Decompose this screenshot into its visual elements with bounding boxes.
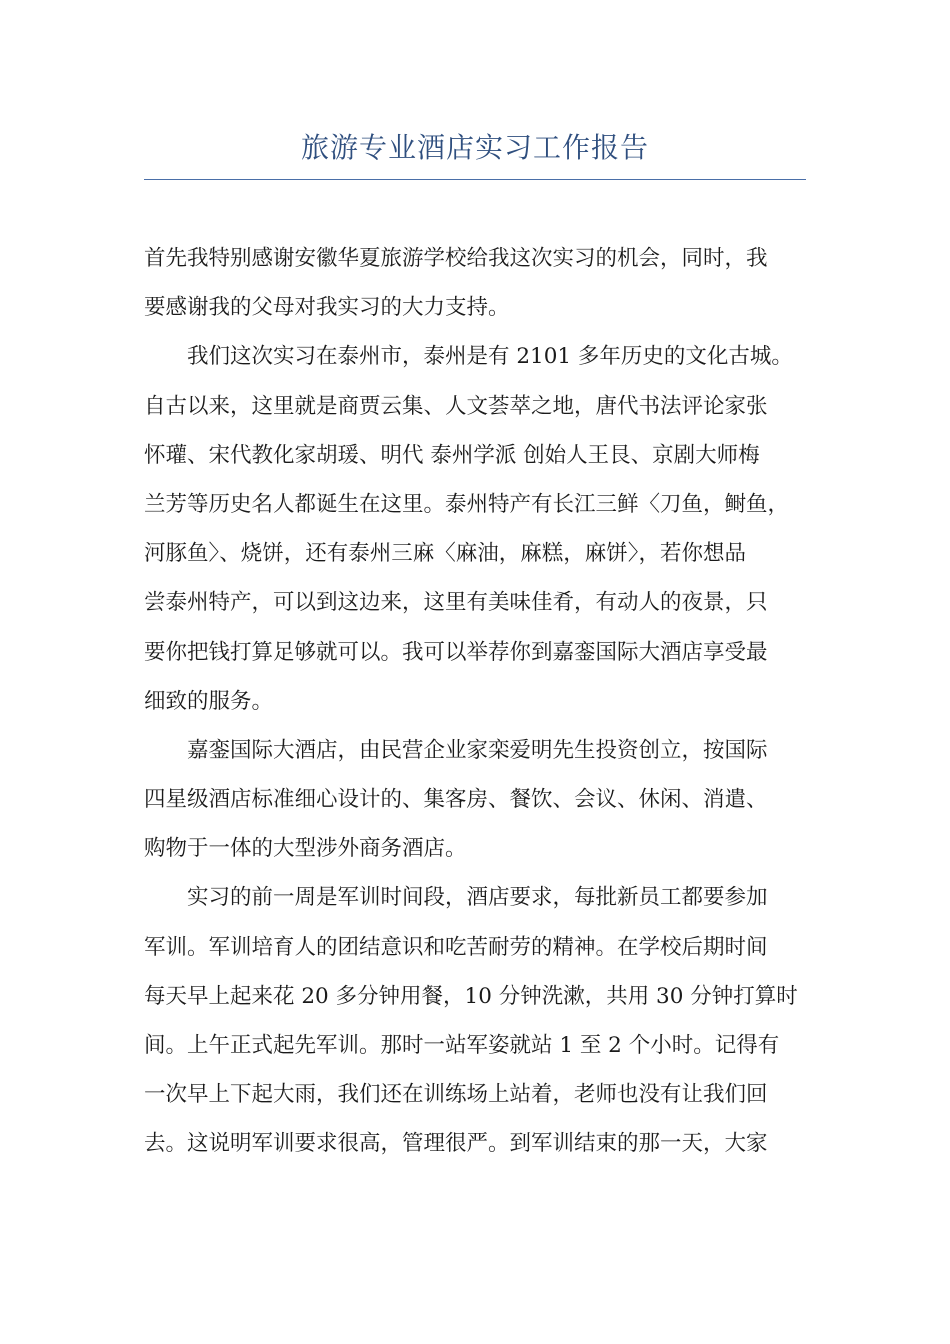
text-line: 尝泰州特产，可以到这边来，这里有美味佳肴，有动人的夜景，只 (144, 590, 768, 616)
text-line: 要感谢我的父母对我实习的大力支持。 (144, 295, 510, 321)
text-line: 军训。军训培育人的团结意识和吃苦耐劳的精神。在学校后期时间 (144, 934, 768, 960)
text-line: 要你把钱打算足够就可以。我可以举荐你到嘉銮国际大酒店享受最 (144, 639, 768, 665)
text-line: 实习的前一周是军训时间段，酒店要求，每批新员工都要参加 (187, 885, 768, 911)
text-line: 细致的服务。 (144, 688, 274, 714)
document-title: 旅游专业酒店实习工作报告 (300, 131, 649, 164)
text-line: 自古以来，这里就是商贾云集、人文荟萃之地，唐代书法评论家张 (144, 393, 768, 419)
text-line: 每天早上起来花 20 多分钟用餐，10 分钟洗漱，共用 30 分钟打算时 (144, 983, 798, 1009)
document-body (144, 234, 806, 1169)
text-line: 间。上午正式起先军训。那时一站军姿就站 1 至 2 个小时。记得有 (144, 1033, 780, 1058)
text-line: 嘉銮国际大酒店，由民营企业家栾爱明先生投资创立，按国际 (187, 737, 768, 763)
text-line: 购物于一体的大型涉外商务酒店。 (144, 836, 467, 862)
text-line: 怀瓘、宋代教化家胡瑗、明代 泰州学派 创始人王艮、京剧大师梅 (144, 442, 760, 468)
text-line: 我们这次实习在泰州市，泰州是有 2101 多年历史的文化古城。 (187, 344, 793, 370)
text-line: 四星级酒店标准细心设计的、集客房、餐饮、会议、休闲、消遣、 (144, 787, 768, 813)
text-line: 一次早上下起大雨，我们还在训练场上站着，老师也没有让我们回 (144, 1082, 768, 1108)
text-line: 首先我特别感谢安徽华夏旅游学校给我这次实习的机会，同时，我 (144, 246, 768, 271)
text-line: 河豚鱼〉、烧饼，还有泰州三麻〈麻油，麻糕，麻饼〉，若你想品 (144, 541, 747, 567)
text-line: 兰芳等历史名人都诞生在这里。泰州特产有长江三鲜〈刀鱼，鲥鱼， (144, 491, 790, 517)
text-line: 去。这说明军训要求很高，管理很严。到军训结束的那一天，大家 (144, 1131, 768, 1157)
title-underline (144, 179, 806, 180)
